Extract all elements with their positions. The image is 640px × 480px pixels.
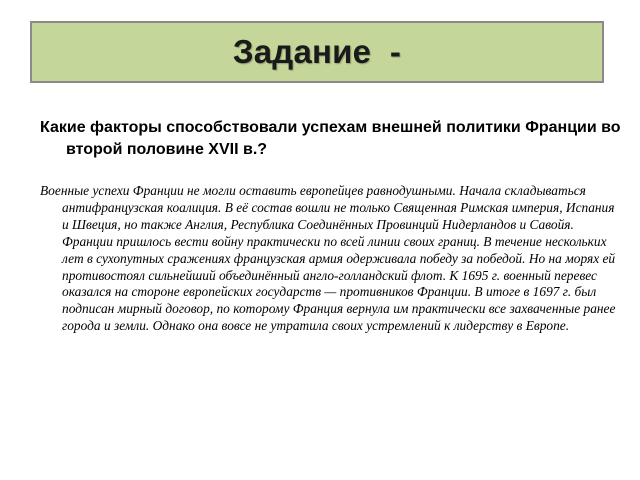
title-banner (30, 21, 604, 83)
reading-passage: Военные успехи Франции не могли оставить европейцев равнодушными. Начала складываться антифранцузская коалиция. В её состав вошли не только Священная Римская империя, Испания и Швеция, но также Англия, Республика Соединённых Провинций Нидерландов и Савойя. Франции пришлось вести войну практически по всей линии своих границ. В течение нескольких лет в сухопутных сражениях французская армия одерживала победу за победой. Но на морях ей противостоял сильнейший объединённый англо-голландский флот. К 1695 г. военный перевес оказался на стороне европейских государств — противников Франции. В итоге в 1697 г. был подписан мирный договор, по которому Франция вернула им практически все захваченные ранее города и земли. Однако она вовсе не утратила своих устремлений к лидерству в Европе. (40, 183, 616, 334)
slide-title: Задание - (232, 33, 402, 70)
task-question: Какие факторы способствовали успехам внешней политики Франции во второй половине XVII в.? (40, 119, 621, 158)
